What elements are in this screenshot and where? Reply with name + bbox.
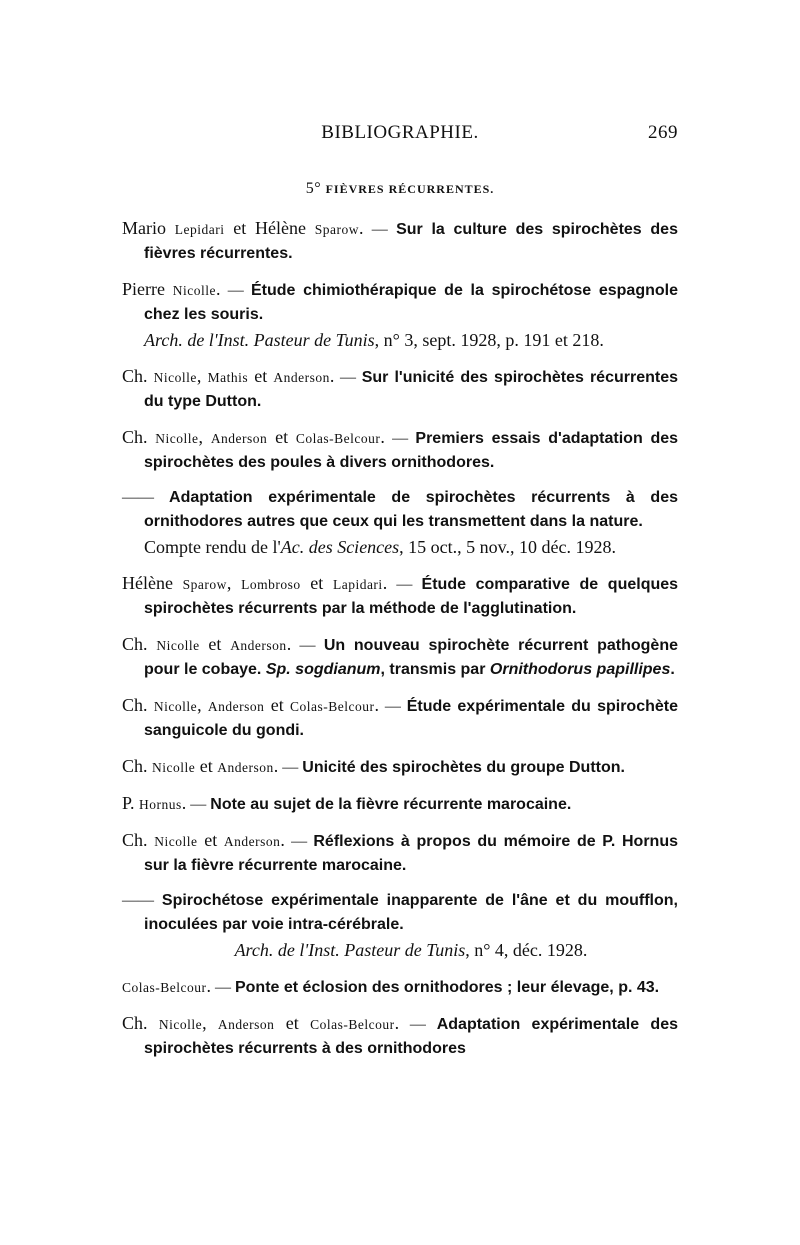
entry-source: Arch. de l'Inst. Pasteur de Tunis, n° 3, sept. 1928, p. 191 et 218.: [144, 330, 604, 350]
bibliography-list: [122, 216, 678, 1072]
entry-authors: Ch. Nicolle et Anderson.: [122, 756, 279, 776]
species-name: Ornithodorus papillipes: [489, 661, 671, 678]
bib-entry: Ch. Nicolle et Anderson. — Un nouveau spirochète récurrent pathogène pour le cobaye. Sp. sogdianum, transmis par Ornithodorus papillipes.: [122, 634, 679, 678]
entry-title: Note au sujet de la fièvre récurrente marocaine.: [210, 796, 572, 813]
header-title: BIBLIOGRAPHIE.: [321, 122, 479, 143]
entry-source: Arch. de l'Inst. Pasteur de Tunis, n° 4, déc. 1928.: [234, 940, 588, 960]
bib-entry: [122, 889, 678, 963]
bib-entry: P. Hornus. — Note au sujet de la fièvre récurrente marocaine.: [122, 793, 572, 813]
entry-title: Un nouveau spirochète récurrent pathogène pour le cobaye.: [144, 637, 679, 678]
entry-authors: Hélène Sparow, Lombroso et Lapidari.: [122, 573, 388, 593]
entry-title: Adaptation expérimentale des spirochètes récurrents à des ornithodores: [144, 1016, 678, 1057]
entry-authors: Ch. Nicolle et Anderson.: [122, 634, 292, 654]
species-name: Sp. sogdianum: [265, 661, 381, 678]
entry-authors: Colas-Belcour.: [122, 976, 211, 996]
entry-authors: Ch. Nicolle, Anderson et Colas-Belcour.: [122, 695, 380, 715]
bib-entry: [122, 486, 678, 560]
bib-entry: Hélène Sparow, Lombroso et Lapidari. — Étude comparative de quelques spirochètes récurrents par la méthode de l'agglutination.: [122, 573, 679, 617]
entry-title: Premiers essais d'adaptation des spirochètes des poules à divers ornithodores.: [144, 430, 679, 471]
bib-entry: Ch. Nicolle et Anderson. — Réflexions à propos du mémoire de P. Hornus sur la fièvre récurrente marocaine.: [122, 830, 678, 874]
entry-authors: Ch. Nicolle, Anderson et Colas-Belcour.: [122, 427, 385, 447]
entry-title: Étude chimiothérapique de la spirochétose espagnole chez les souris.: [144, 282, 678, 323]
running-header: [122, 122, 678, 152]
ditto-dash: ——: [122, 489, 154, 506]
entry-title: Étude comparative de quelques spirochètes récurrents par la méthode de l'agglutination.: [144, 576, 679, 617]
section-title: FIÈVRES RÉCURRENTES.: [325, 182, 495, 196]
bib-entry: Pierre Nicolle. — Étude chimiothérapique de la spirochétose espagnole chez les souris. Arch. de l'Inst. Pasteur de Tunis, n° 3, sept. 1928, p. 191 et 218.: [122, 277, 678, 353]
entry-title: Sur l'unicité des spirochètes récurrentes du type Dutton.: [144, 369, 679, 410]
bib-entry: Ch. Nicolle, Anderson et Colas-Belcour. — Étude expérimentale du spirochète sanguicole du gondi.: [122, 695, 679, 739]
entry-authors: Ch. Nicolle et Anderson.: [122, 830, 285, 850]
entry-authors: Ch. Nicolle, Anderson et Colas-Belcour.: [122, 1013, 400, 1033]
entry-authors: Mario Lepidari et Hélène Sparow.: [122, 218, 364, 238]
entry-title: Spirochétose expérimentale inapparente de l'âne et du moufflon, inoculées par voie intra-cérébrale.: [144, 892, 678, 933]
page-number: 269: [648, 122, 678, 143]
entry-authors: Pierre Nicolle.: [122, 279, 221, 299]
entry-authors: Ch. Nicolle, Mathis et Anderson.: [122, 366, 335, 386]
section-number: 5°: [305, 180, 322, 197]
entry-authors: P. Hornus.: [122, 793, 187, 813]
bib-entry: Mario Lepidari et Hélène Sparow. — Sur la culture des spirochètes des fièvres récurrentes.: [122, 218, 678, 262]
entry-title: Sur la culture des spirochètes des fièvres récurrentes.: [144, 221, 678, 262]
bib-entry: Ch. Nicolle et Anderson. — Unicité des spirochètes du groupe Dutton.: [122, 756, 625, 776]
entry-title: Ponte et éclosion des ornithodores ; leur élevage, p. 43.: [234, 979, 660, 996]
entry-title: Réflexions à propos du mémoire de P. Hornus sur la fièvre récurrente marocaine.: [144, 833, 678, 874]
entry-title: Adaptation expérimentale de spirochètes récurrents à des ornithodores autres que ceux qui les transmettent dans la nature.: [144, 489, 678, 530]
section-heading: [122, 180, 678, 198]
entry-title: Étude expérimentale du spirochète sanguicole du gondi.: [144, 698, 679, 739]
entry-source: Compte rendu de l'Ac. des Sciences, 15 oct., 5 nov., 10 déc. 1928.: [144, 537, 616, 557]
bib-entry: Ch. Nicolle, Anderson et Colas-Belcour. — Premiers essais d'adaptation des spirochètes des poules à divers ornithodores.: [122, 427, 679, 471]
bib-entry: Ch. Nicolle, Anderson et Colas-Belcour. — Adaptation expérimentale des spirochètes récurrents à des ornithodores: [122, 1013, 678, 1057]
entry-title: Unicité des spirochètes du groupe Dutton.: [302, 759, 625, 776]
bib-entry: Ch. Nicolle, Mathis et Anderson. — Sur l'unicité des spirochètes récurrentes du type Dutton.: [122, 366, 679, 410]
ditto-dash: ——: [122, 892, 154, 909]
bib-entry: Colas-Belcour. — Ponte et éclosion des ornithodores ; leur élevage, p. 43.: [122, 976, 660, 996]
